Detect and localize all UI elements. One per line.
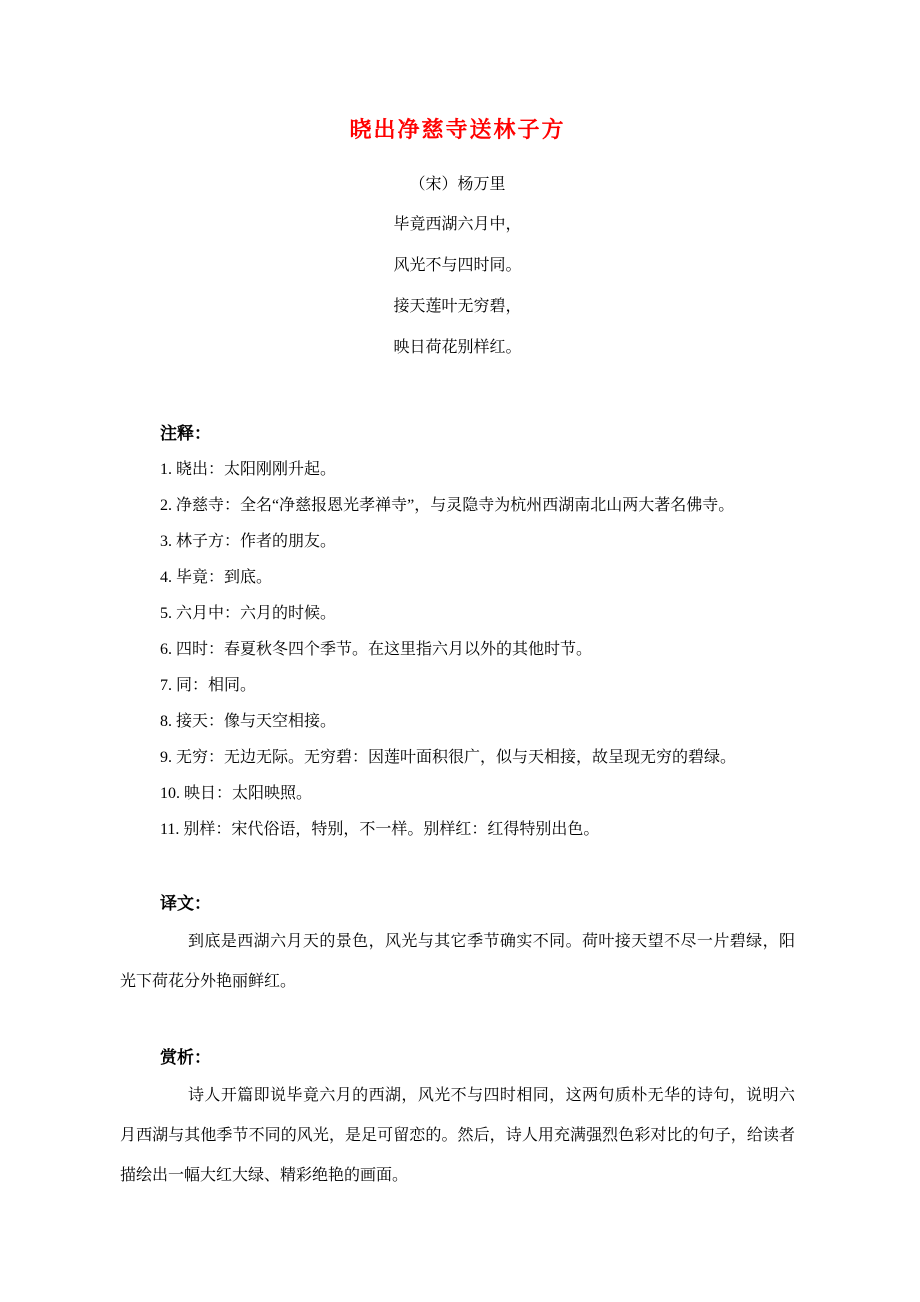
note-item-9: 9. 无穷：无边无际。无穷碧：因莲叶面积很广，似与天相接，故呈现无穷的碧绿。 xyxy=(160,748,737,766)
analysis-section xyxy=(120,1040,795,1196)
notes-heading: 注释： xyxy=(160,423,211,443)
note-item-7: 7. 同：相同。 xyxy=(160,676,257,694)
poem-line-4: 映日荷花别样红。 xyxy=(393,338,522,356)
poem-author: （宋）杨万里 xyxy=(409,175,506,193)
translation-section xyxy=(120,886,795,1002)
translation-text: 到底是西湖六月天的景色，风光与其它季节确实不同。荷叶接天望不尽一片碧绿，阳光下荷花分外艳丽鲜红。 xyxy=(120,932,795,990)
note-item-1: 1. 晓出：太阳刚刚升起。 xyxy=(160,460,337,478)
note-item-6: 6. 四时：春夏秋冬四个季节。在这里指六月以外的其他时节。 xyxy=(160,640,593,658)
note-item-8: 8. 接天：像与天空相接。 xyxy=(160,712,337,730)
notes-section xyxy=(120,416,795,848)
note-item-4: 4. 毕竟：到底。 xyxy=(160,568,273,586)
note-item-3: 3. 林子方：作者的朋友。 xyxy=(160,532,337,550)
translation-heading: 译文： xyxy=(160,893,211,913)
poem-line-3: 接天莲叶无穷碧， xyxy=(393,297,522,315)
note-item-2: 2. 净慈寺：全名“净慈报恩光孝禅寺”，与灵隐寺为杭州西湖南北山两大著名佛寺。 xyxy=(160,496,735,514)
analysis-text: 诗人开篇即说毕竟六月的西湖，风光不与四时相同，这两句质朴无华的诗句，说明六月西湖与其他季节不同的风光，是足可留恋的。然后，诗人用充满强烈色彩对比的句子，给读者描绘出一幅大红大绿、精彩绝艳的画面。 xyxy=(120,1086,795,1184)
poem-body xyxy=(120,204,795,368)
note-item-10: 10. 映日：太阳映照。 xyxy=(160,784,313,802)
analysis-heading: 赏析： xyxy=(160,1047,211,1067)
poem-title: 晓出净慈寺送林子方 xyxy=(349,117,566,142)
note-item-11: 11. 别样：宋代俗语，特别，不一样。别样红：红得特别出色。 xyxy=(160,820,600,838)
note-item-5: 5. 六月中：六月的时候。 xyxy=(160,604,337,622)
poem-line-1: 毕竟西湖六月中， xyxy=(393,215,522,233)
poem-line-2: 风光不与四时同。 xyxy=(393,256,522,274)
